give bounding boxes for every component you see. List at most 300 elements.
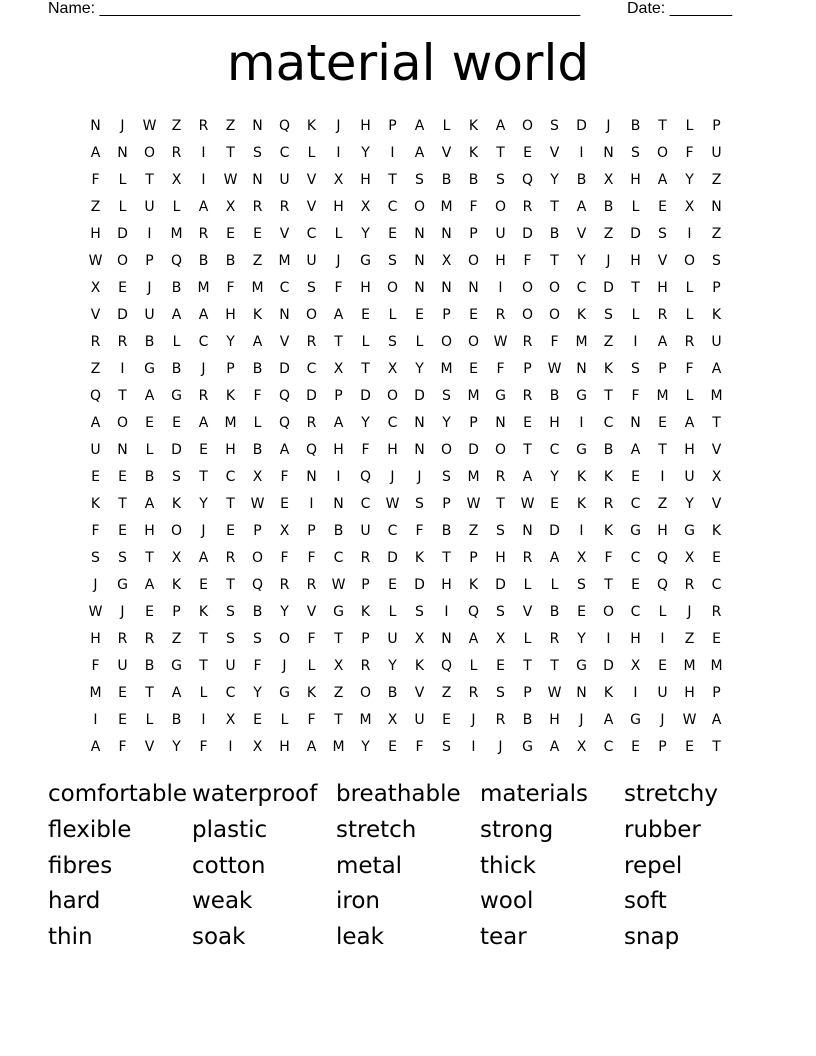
grid-letter: K <box>90 495 101 512</box>
grid-letter: L <box>118 171 127 188</box>
grid-letter: O <box>413 198 426 215</box>
grid-letter: E <box>172 414 181 431</box>
grid-letter: K <box>171 576 182 593</box>
grid-letter: L <box>307 144 316 161</box>
grid-letter: P <box>658 738 667 755</box>
grid-letter: F <box>91 171 100 188</box>
grid-letter: E <box>523 144 532 161</box>
grid-letter: C <box>630 603 641 620</box>
grid-letter: R <box>495 306 506 323</box>
grid-letter: P <box>361 630 370 647</box>
grid-letter: S <box>415 171 424 188</box>
grid-letter: B <box>576 171 587 188</box>
grid-letter: U <box>360 522 371 539</box>
grid-letter: N <box>414 225 425 242</box>
grid-letter: T <box>550 198 559 215</box>
grid-letter: W <box>493 333 508 350</box>
grid-letter: M <box>575 333 588 350</box>
grid-letter: M <box>710 387 723 404</box>
grid-letter: H <box>333 198 344 215</box>
grid-letter: S <box>496 171 505 188</box>
word-list-item: cotton <box>192 852 266 879</box>
letter-grid <box>82 112 730 760</box>
grid-letter: S <box>415 603 424 620</box>
grid-letter: A <box>603 711 614 728</box>
grid-letter: Z <box>252 252 263 269</box>
grid-letter: F <box>91 522 100 539</box>
grid-letter: B <box>144 468 155 485</box>
grid-letter: V <box>441 144 452 161</box>
grid-letter: W <box>520 495 535 512</box>
grid-letter: Y <box>685 171 694 188</box>
grid-letter: I <box>579 144 584 161</box>
grid-letter: K <box>603 684 614 701</box>
word-list-item: stretch <box>336 816 417 843</box>
grid-letter: B <box>522 711 533 728</box>
word-list-item: strong <box>480 816 554 843</box>
grid-letter: L <box>199 684 208 701</box>
grid-letter: E <box>388 738 397 755</box>
grid-letter: O <box>521 117 534 134</box>
grid-letter: D <box>495 576 506 593</box>
grid-letter: S <box>496 603 505 620</box>
grid-letter: D <box>549 522 560 539</box>
grid-letter: Q <box>656 576 669 593</box>
grid-letter: F <box>361 441 370 458</box>
grid-letter: Z <box>603 333 614 350</box>
grid-letter: I <box>228 738 233 755</box>
grid-letter: N <box>414 441 425 458</box>
grid-letter: K <box>252 306 263 323</box>
grid-letter: X <box>630 657 641 674</box>
grid-letter: M <box>656 387 669 404</box>
grid-letter: X <box>333 360 344 377</box>
grid-letter: H <box>630 630 641 647</box>
grid-letter: P <box>658 360 667 377</box>
grid-letter: S <box>631 360 640 377</box>
grid-letter: A <box>495 117 506 134</box>
grid-letter: E <box>361 306 370 323</box>
grid-letter: H <box>90 225 101 242</box>
grid-letter: F <box>415 522 424 539</box>
grid-letter: Y <box>280 603 289 620</box>
grid-letter: V <box>90 306 101 323</box>
grid-letter: C <box>306 225 317 242</box>
grid-letter: Q <box>89 387 102 404</box>
grid-letter: M <box>440 198 453 215</box>
grid-letter: K <box>360 603 371 620</box>
grid-letter: O <box>305 306 318 323</box>
grid-letter: I <box>606 630 611 647</box>
grid-letter: S <box>253 630 262 647</box>
grid-letter: G <box>630 522 641 539</box>
grid-letter: K <box>414 657 425 674</box>
grid-letter: T <box>631 279 640 296</box>
grid-letter: H <box>360 117 371 134</box>
grid-letter: F <box>226 279 235 296</box>
grid-letter: H <box>90 630 101 647</box>
grid-letter: R <box>522 549 533 566</box>
grid-letter: R <box>306 333 317 350</box>
grid-letter: A <box>684 414 695 431</box>
grid-letter: B <box>387 684 398 701</box>
grid-letter: R <box>171 144 182 161</box>
grid-letter: D <box>630 225 641 242</box>
grid-letter: H <box>684 441 695 458</box>
grid-letter: L <box>118 198 127 215</box>
grid-letter: Z <box>441 684 452 701</box>
grid-letter: X <box>684 549 695 566</box>
grid-letter: V <box>549 144 560 161</box>
grid-letter: O <box>467 252 480 269</box>
grid-letter: P <box>469 225 478 242</box>
grid-letter: V <box>306 603 317 620</box>
grid-letter: T <box>145 171 154 188</box>
grid-letter: J <box>336 117 341 134</box>
word-list-item: metal <box>336 852 403 879</box>
grid-letter: S <box>712 252 721 269</box>
grid-letter: O <box>440 441 453 458</box>
grid-letter: D <box>117 306 128 323</box>
grid-letter: O <box>116 252 129 269</box>
grid-letter: H <box>333 441 344 458</box>
grid-letter: B <box>603 441 614 458</box>
grid-letter: V <box>144 738 155 755</box>
grid-letter: A <box>306 738 317 755</box>
grid-letter: F <box>523 252 532 269</box>
grid-letter: C <box>279 279 290 296</box>
grid-letter: P <box>712 279 721 296</box>
grid-letter: P <box>388 117 397 134</box>
grid-letter: R <box>198 117 209 134</box>
grid-letter: O <box>386 387 399 404</box>
grid-letter: X <box>360 198 371 215</box>
grid-letter: A <box>333 414 344 431</box>
grid-letter: S <box>442 468 451 485</box>
grid-letter: S <box>496 522 505 539</box>
grid-letter: U <box>279 171 290 188</box>
grid-letter: E <box>442 711 451 728</box>
grid-letter: E <box>658 198 667 215</box>
grid-letter: M <box>224 414 237 431</box>
grid-letter: A <box>522 468 533 485</box>
grid-letter: A <box>171 684 182 701</box>
grid-letter: E <box>199 441 208 458</box>
grid-letter: N <box>576 684 587 701</box>
grid-letter: J <box>417 468 422 485</box>
grid-letter: J <box>147 279 152 296</box>
grid-letter: O <box>278 630 291 647</box>
grid-letter: V <box>522 603 533 620</box>
grid-letter: N <box>441 225 452 242</box>
grid-letter: R <box>198 225 209 242</box>
grid-letter: W <box>385 495 400 512</box>
grid-letter: R <box>360 549 371 566</box>
grid-letter: T <box>550 657 559 674</box>
grid-letter: V <box>711 495 722 512</box>
grid-letter: X <box>684 198 695 215</box>
grid-letter: G <box>495 387 506 404</box>
grid-letter: R <box>252 198 263 215</box>
grid-letter: Y <box>577 252 586 269</box>
grid-letter: K <box>576 495 587 512</box>
grid-letter: Z <box>171 630 182 647</box>
grid-letter: X <box>333 171 344 188</box>
grid-letter: E <box>415 306 424 323</box>
grid-letter: H <box>441 576 452 593</box>
grid-letter: G <box>630 711 641 728</box>
grid-letter: V <box>279 333 290 350</box>
grid-letter: P <box>226 360 235 377</box>
grid-letter: D <box>171 441 182 458</box>
grid-letter: T <box>145 684 154 701</box>
grid-letter: E <box>658 657 667 674</box>
grid-letter: G <box>576 441 587 458</box>
grid-letter: T <box>658 441 667 458</box>
grid-letter: H <box>684 684 695 701</box>
grid-letter: R <box>360 657 371 674</box>
grid-letter: Y <box>226 333 235 350</box>
grid-letter: R <box>684 576 695 593</box>
grid-letter: E <box>118 279 127 296</box>
grid-letter: F <box>280 549 289 566</box>
grid-letter: X <box>90 279 101 296</box>
grid-letter: F <box>415 738 424 755</box>
grid-letter: B <box>549 225 560 242</box>
word-list-item: iron <box>336 888 380 915</box>
grid-letter: V <box>279 225 290 242</box>
grid-letter: I <box>687 225 692 242</box>
grid-letter: U <box>306 252 317 269</box>
grid-letter: D <box>603 657 614 674</box>
grid-letter: T <box>712 414 721 431</box>
grid-letter: B <box>252 360 263 377</box>
grid-letter: V <box>306 198 317 215</box>
grid-letter: N <box>117 441 128 458</box>
grid-letter: N <box>117 144 128 161</box>
grid-letter: L <box>172 333 181 350</box>
grid-letter: A <box>198 198 209 215</box>
grid-letter: K <box>711 306 722 323</box>
word-list-item: comfortable <box>48 781 187 807</box>
grid-letter: C <box>549 441 560 458</box>
grid-letter: F <box>307 630 316 647</box>
grid-letter: S <box>118 549 127 566</box>
grid-letter: Z <box>333 684 344 701</box>
grid-letter: B <box>252 441 263 458</box>
grid-letter: K <box>711 522 722 539</box>
grid-letter: Q <box>521 171 534 188</box>
grid-letter: E <box>145 603 154 620</box>
grid-letter: N <box>576 360 587 377</box>
grid-letter: K <box>468 144 479 161</box>
grid-letter: U <box>657 684 668 701</box>
grid-letter: L <box>685 306 694 323</box>
grid-letter: Z <box>90 198 101 215</box>
grid-letter: B <box>441 171 452 188</box>
grid-letter: M <box>359 711 372 728</box>
grid-letter: K <box>576 306 587 323</box>
grid-letter: L <box>253 414 262 431</box>
grid-letter: H <box>657 522 668 539</box>
grid-letter: N <box>414 279 425 296</box>
grid-letter: C <box>576 279 587 296</box>
word-list-item: thick <box>480 852 536 879</box>
grid-letter: X <box>225 711 236 728</box>
grid-letter: Y <box>172 738 181 755</box>
grid-letter: Y <box>361 414 370 431</box>
grid-letter: P <box>307 522 316 539</box>
grid-letter: I <box>633 684 638 701</box>
grid-letter: H <box>144 522 155 539</box>
grid-letter: G <box>117 576 128 593</box>
page-title: material world <box>226 34 590 92</box>
grid-letter: K <box>306 684 317 701</box>
grid-letter: Z <box>90 360 101 377</box>
grid-letter: E <box>469 360 478 377</box>
grid-letter: I <box>579 522 584 539</box>
grid-letter: H <box>495 549 506 566</box>
word-list-item: weak <box>192 888 253 915</box>
grid-letter: Q <box>305 441 318 458</box>
grid-letter: P <box>523 360 532 377</box>
grid-letter: L <box>631 306 640 323</box>
grid-letter: J <box>336 252 341 269</box>
grid-letter: G <box>279 684 290 701</box>
grid-letter: I <box>147 225 152 242</box>
grid-letter: B <box>441 522 452 539</box>
grid-letter: X <box>576 738 587 755</box>
grid-letter: I <box>471 738 476 755</box>
grid-letter: L <box>685 387 694 404</box>
grid-letter: B <box>549 387 560 404</box>
grid-letter: L <box>172 198 181 215</box>
grid-letter: A <box>252 333 263 350</box>
grid-letter: O <box>170 522 183 539</box>
grid-letter: H <box>657 279 668 296</box>
grid-letter: T <box>361 360 370 377</box>
grid-letter: F <box>334 279 343 296</box>
grid-letter: O <box>143 144 156 161</box>
grid-letter: G <box>684 522 695 539</box>
grid-letter: R <box>549 630 560 647</box>
grid-letter: B <box>171 279 182 296</box>
grid-letter: S <box>388 252 397 269</box>
grid-letter: L <box>469 657 478 674</box>
grid-letter: C <box>630 495 641 512</box>
grid-letter: K <box>306 117 317 134</box>
grid-letter: A <box>711 711 722 728</box>
grid-letter: J <box>390 468 395 485</box>
grid-letter: P <box>361 576 370 593</box>
grid-letter: G <box>144 360 155 377</box>
grid-letter: K <box>576 468 587 485</box>
grid-letter: T <box>604 576 613 593</box>
grid-letter: S <box>658 225 667 242</box>
grid-letter: E <box>631 468 640 485</box>
grid-letter: J <box>606 252 611 269</box>
grid-letter: C <box>360 495 371 512</box>
grid-letter: G <box>576 657 587 674</box>
word-list-item: breathable <box>336 781 461 807</box>
grid-letter: C <box>387 414 398 431</box>
grid-letter: F <box>307 549 316 566</box>
grid-letter: N <box>441 279 452 296</box>
grid-letter: T <box>145 549 154 566</box>
grid-letter: D <box>468 441 479 458</box>
grid-letter: E <box>550 495 559 512</box>
grid-letter: F <box>496 360 505 377</box>
grid-letter: T <box>118 387 127 404</box>
grid-letter: W <box>250 495 265 512</box>
grid-letter: F <box>253 657 262 674</box>
grid-letter: E <box>226 522 235 539</box>
grid-letter: R <box>495 468 506 485</box>
grid-letter: W <box>331 576 346 593</box>
grid-letter: O <box>386 279 399 296</box>
grid-letter: T <box>226 576 235 593</box>
grid-letter: L <box>523 630 532 647</box>
grid-letter: W <box>223 171 238 188</box>
grid-letter: L <box>685 279 694 296</box>
grid-letter: J <box>606 117 611 134</box>
grid-letter: R <box>117 630 128 647</box>
grid-letter: I <box>309 495 314 512</box>
grid-letter: R <box>468 684 479 701</box>
grid-letter: X <box>414 630 425 647</box>
grid-letter: E <box>685 738 694 755</box>
grid-letter: P <box>253 522 262 539</box>
grid-letter: R <box>522 198 533 215</box>
grid-letter: M <box>170 225 183 242</box>
grid-letter: X <box>495 630 506 647</box>
grid-letter: H <box>360 171 371 188</box>
grid-letter: W <box>547 360 562 377</box>
grid-letter: L <box>388 306 397 323</box>
grid-letter: N <box>441 630 452 647</box>
grid-letter: C <box>333 549 344 566</box>
grid-letter: D <box>576 117 587 134</box>
grid-letter: T <box>604 387 613 404</box>
grid-letter: H <box>495 252 506 269</box>
grid-letter: A <box>414 117 425 134</box>
grid-letter: Z <box>684 630 695 647</box>
grid-letter: Y <box>550 468 559 485</box>
grid-letter: V <box>306 171 317 188</box>
grid-letter: A <box>630 441 641 458</box>
grid-letter: R <box>603 495 614 512</box>
grid-letter: F <box>253 387 262 404</box>
word-list-item: flexible <box>48 816 132 843</box>
grid-letter: T <box>199 657 208 674</box>
grid-letter: T <box>118 495 127 512</box>
grid-letter: M <box>251 279 264 296</box>
grid-letter: J <box>471 711 476 728</box>
grid-letter: E <box>523 414 532 431</box>
grid-letter: L <box>388 603 397 620</box>
grid-letter: Z <box>171 117 182 134</box>
grid-letter: N <box>468 279 479 296</box>
grid-letter: E <box>388 576 397 593</box>
grid-letter: E <box>577 603 586 620</box>
grid-letter: S <box>253 144 262 161</box>
grid-letter: N <box>414 252 425 269</box>
grid-letter: L <box>280 711 289 728</box>
grid-letter: P <box>145 252 154 269</box>
grid-letter: R <box>306 576 317 593</box>
grid-letter: I <box>336 144 341 161</box>
grid-letter: I <box>336 468 341 485</box>
